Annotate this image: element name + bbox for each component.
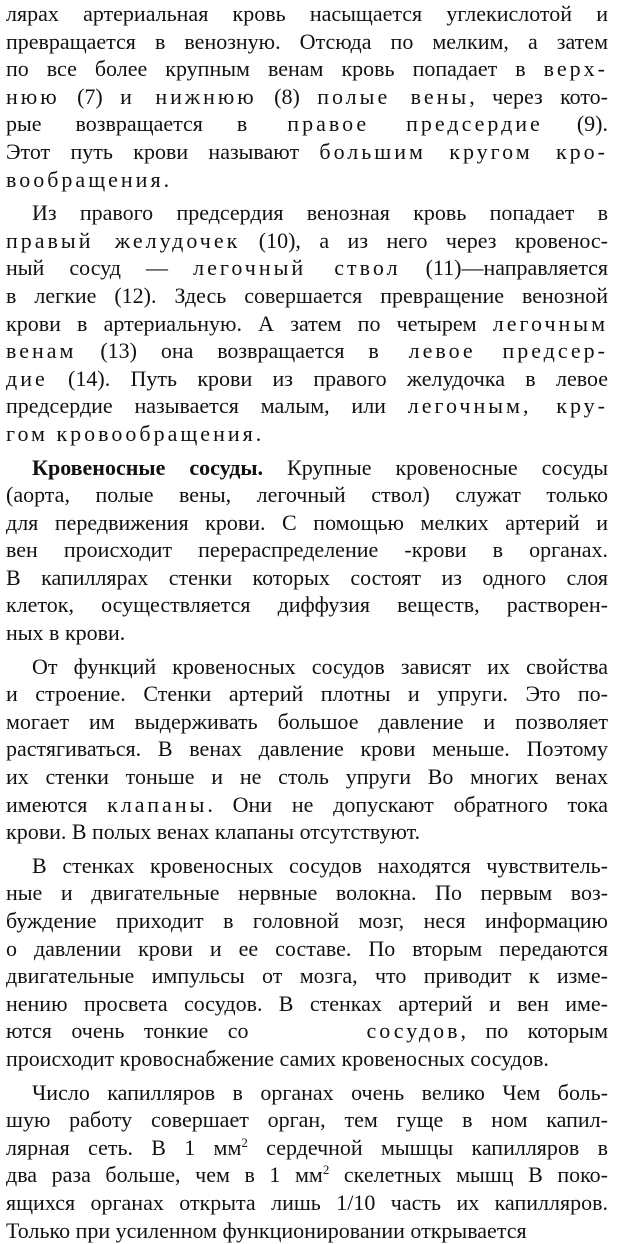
paragraph <box>6 454 608 647</box>
text-run: превращается в венозную. Отсюда по мелким, а затем <box>6 28 608 54</box>
paragraph <box>6 199 608 447</box>
text-run: вен происходит перераспределение -крови в органах. <box>6 537 608 563</box>
text-run: (9). <box>542 111 608 137</box>
text-run: шую работу совершает орган, тем гуще в ном капил- <box>6 1107 608 1133</box>
paragraph <box>6 852 608 1073</box>
text-run: (11)—направляется <box>400 255 608 281</box>
text-line <box>6 536 608 564</box>
superscript: 2 <box>241 1134 248 1150</box>
text-line <box>6 1106 608 1134</box>
text-line <box>6 653 608 681</box>
emphasized-term: верх- <box>543 56 608 82</box>
text-line <box>6 254 608 282</box>
text-line <box>6 138 608 166</box>
text-run: ные и двигательные нервные волокна. По первым воз- <box>6 880 608 906</box>
text-run: крови в артериальную. А затем по четырем <box>6 310 493 336</box>
text-run: ются очень тонкие со <box>6 1018 249 1044</box>
text-line <box>6 166 608 194</box>
text-line <box>6 907 608 935</box>
text-line <box>6 591 608 619</box>
paragraph <box>6 653 608 846</box>
text-line <box>6 791 608 819</box>
text-run: нению просвета сосудов. В стенках артерий и вен име- <box>6 990 608 1016</box>
text-run: могает им выдерживать большое давление и позволяет <box>6 708 608 734</box>
text-run: скелетных мышц В поко- <box>329 1162 608 1188</box>
text-run: Крупные кровеносные сосуды <box>263 454 608 480</box>
text-line <box>6 619 608 647</box>
emphasized-term: в левое предсер- <box>368 338 608 364</box>
text-line <box>6 1189 608 1217</box>
text-run: рые возвращается <box>6 111 237 137</box>
text-line <box>6 962 608 990</box>
text-run: Только при усиленном функционировании открывается <box>6 1217 527 1243</box>
emphasized-term: клапаны <box>107 791 208 817</box>
text-line <box>6 1134 608 1162</box>
text-line <box>6 1017 608 1045</box>
superscript: 2 <box>322 1162 330 1178</box>
text-line <box>6 935 608 963</box>
text-run: имеются <box>6 791 108 817</box>
text-run: по все более крупным венам кровь попадает в <box>6 56 544 82</box>
text-run: ный сосуд — <box>6 255 194 281</box>
text-run: (10), а из него через кровенос- <box>240 227 608 253</box>
text-line <box>6 28 608 56</box>
text-line <box>6 564 608 592</box>
text-line <box>6 818 608 846</box>
paragraph <box>6 0 608 193</box>
text-run: (7) <box>59 83 121 109</box>
text-run: происходит кровоснабжение самих кровеносных сосудов. <box>6 1045 549 1071</box>
text-line <box>6 0 608 28</box>
text-run: Число капилляров в органах очень велико Чем боль- <box>32 1079 608 1105</box>
text-line <box>6 1217 608 1244</box>
text-line <box>6 55 608 83</box>
text-run: и строение. Стенки артерий плотны и упруги. Это по- <box>6 681 608 707</box>
text-run: В стенках кровеносных сосудов находятся чувствитель- <box>32 852 608 878</box>
text-run: в легкие (12). Здесь совершается превращение венозной <box>6 282 608 308</box>
text-run: , по которым <box>460 1018 608 1044</box>
text-line <box>6 1161 608 1189</box>
emphasized-term: гом кровообращения <box>6 420 256 446</box>
emphasized-term: легочный ствол <box>193 255 401 281</box>
text-line <box>6 365 608 393</box>
emphasized-term: правый желудочек <box>6 227 241 253</box>
text-run: . Они не допускают обратного тока <box>207 791 608 817</box>
text-line <box>6 83 608 111</box>
text-run: (8) <box>256 83 318 109</box>
text-run: ящихся органах открыта лишь 1/10 часть их капилляров. <box>6 1189 608 1215</box>
text-line <box>6 454 608 482</box>
text-run: их стенки тоньше и не столь упруги Во многих венах <box>6 764 608 790</box>
emphasized-term: венам <box>6 338 77 364</box>
text-run: лярная сеть. В 1 мм <box>6 1134 242 1160</box>
text-run: . <box>255 420 262 446</box>
text-line <box>6 481 608 509</box>
text-run: сердечной мышцы капилляров в <box>247 1134 608 1160</box>
text-run: крови. В полых венах клапаны отсутствуют. <box>6 819 421 845</box>
emphasized-term: вообращения <box>6 166 164 192</box>
text-run: От функций кровеносных сосудов зависят их свойства <box>32 653 608 679</box>
text-line <box>6 110 608 138</box>
text-line <box>6 879 608 907</box>
emphasized-term: в правое предсердие <box>236 111 543 137</box>
text-run: о давлении крови и ее составе. По вторым передаются <box>6 935 608 961</box>
text-line <box>6 852 608 880</box>
emphasized-term: легочным, кру- <box>407 393 608 419</box>
emphasized-term: большим кругом кро- <box>319 138 608 164</box>
emphasized-term: сосудов <box>366 1018 461 1044</box>
text-run: ных в крови. <box>6 620 126 646</box>
text-run: два раза больше, чем в 1 мм <box>6 1162 323 1188</box>
text-run: буждение приходит в головной мозг, неся информацию <box>6 908 608 933</box>
text-run: Из правого предсердия венозная кровь попадает в <box>32 200 608 226</box>
text-run: для передвижения крови. С помощью мелких артерий и <box>6 509 608 535</box>
text-line <box>6 708 608 736</box>
text-run: предсердие называется малым, или <box>6 393 408 419</box>
text-line <box>6 199 608 227</box>
text-line <box>6 1045 608 1073</box>
text-line <box>6 735 608 763</box>
text-line <box>6 1079 608 1107</box>
emphasized-term: полые вены <box>317 83 470 109</box>
text-run: , через кото- <box>469 83 608 109</box>
emphasized-term: и нижнюю <box>120 83 257 109</box>
text-run: лярах артериальная кровь насыщается углекислотой и <box>6 1 608 26</box>
text-run: (аорта, полые вены, легочный ствол) служат только <box>6 482 608 508</box>
text-run: двигательные импульсы от мозга, что приводит к изме- <box>6 963 608 989</box>
emphasized-term: нюю <box>6 83 60 109</box>
text-run: клеток, осуществляется диффузия веществ, растворен- <box>6 592 608 618</box>
text-line <box>6 227 608 255</box>
text-run: В капиллярах стенки которых состоят из одного слоя <box>6 564 608 590</box>
text-line <box>6 763 608 791</box>
text-line <box>6 420 608 448</box>
text-run: (13) она возвращается <box>76 338 369 364</box>
text-run: Этот путь крови называют <box>6 138 320 164</box>
text-line <box>6 680 608 708</box>
text-run: растягиваться. В венах давление крови меньше. Поэтому <box>6 736 608 762</box>
text-line <box>6 282 608 310</box>
text-line <box>6 509 608 537</box>
text-line <box>6 990 608 1018</box>
section-heading: Кровеносные сосуды. <box>32 454 264 480</box>
text-run: (14). Путь крови из правого желудочка в левое <box>47 365 608 391</box>
text-run: . <box>163 166 170 192</box>
text-line <box>6 337 608 365</box>
text-line <box>6 392 608 420</box>
emphasized-term: легочным <box>492 310 608 336</box>
text-line <box>6 310 608 338</box>
emphasized-term: дие <box>6 365 48 391</box>
paragraph <box>6 1079 608 1244</box>
